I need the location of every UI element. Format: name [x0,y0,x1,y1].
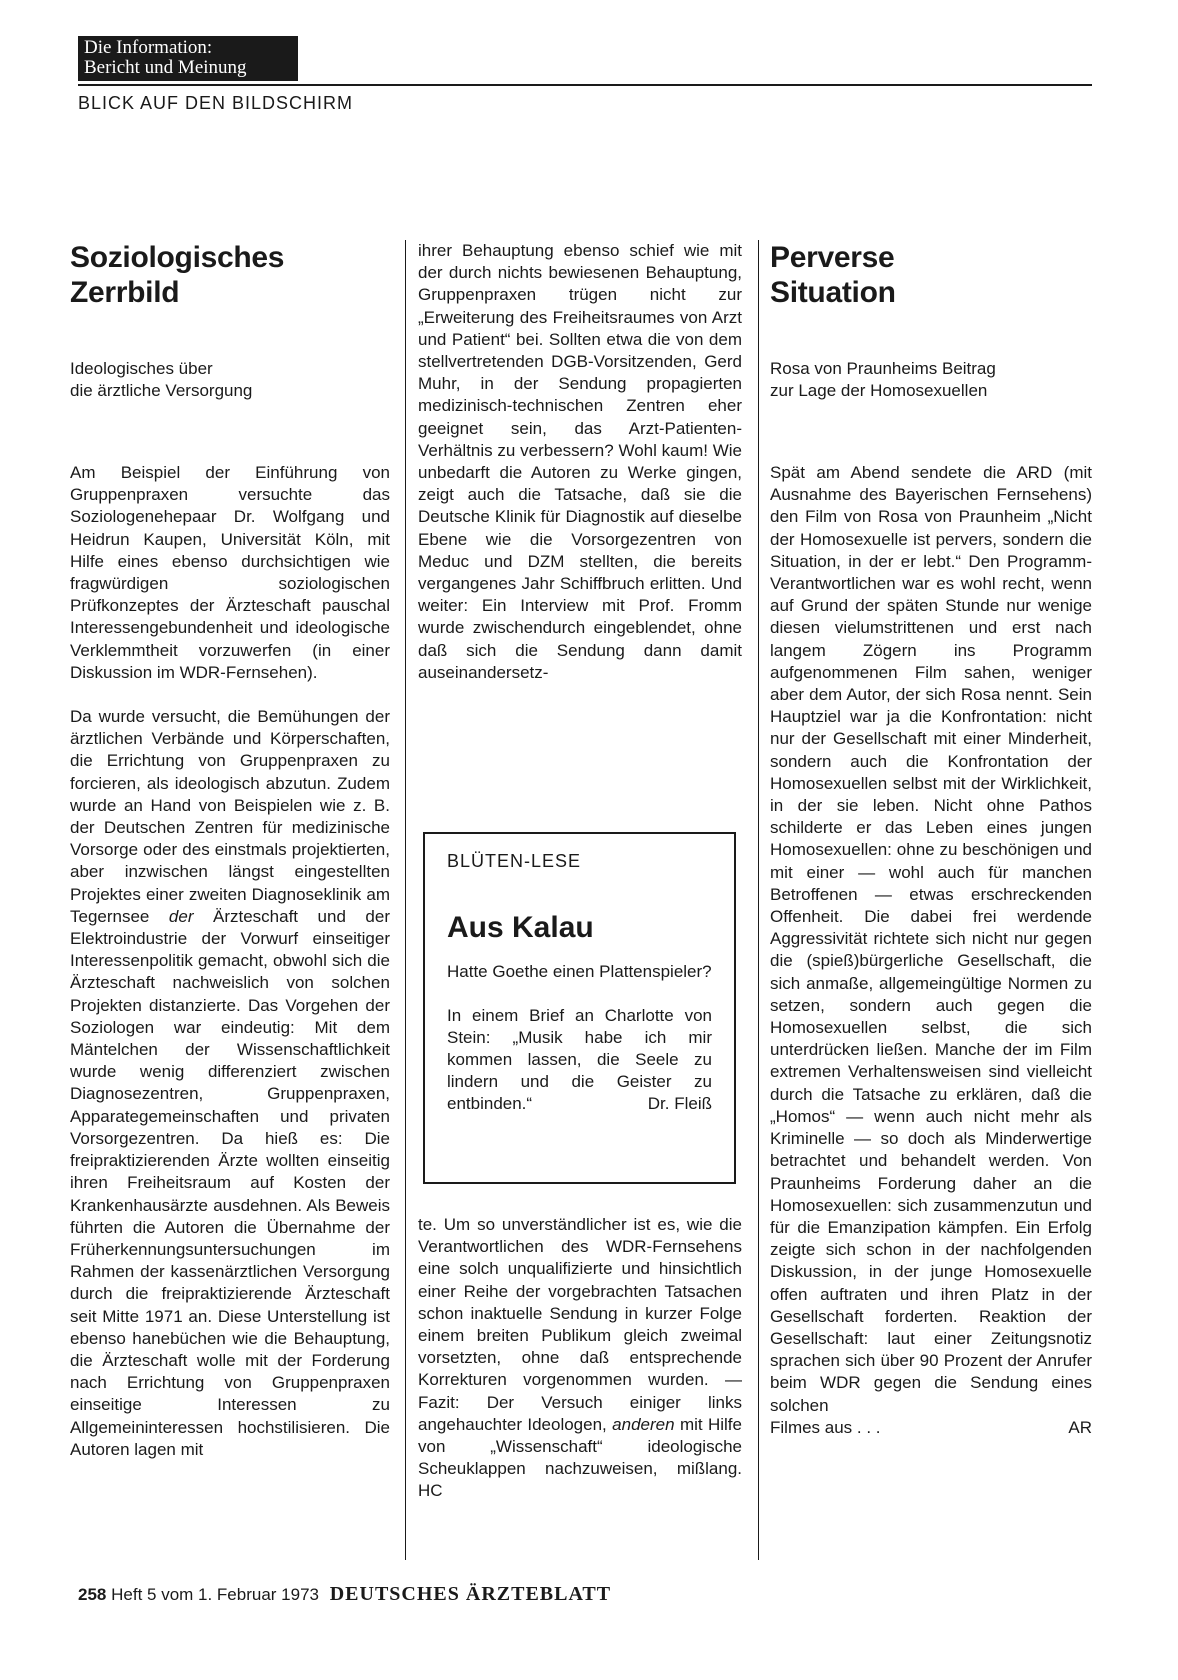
sidebar-box-bluetenlese [423,832,736,1184]
paragraph-conclusion [418,1214,742,1503]
paragraph-1: Am Beispiel der Einführung von Gruppenpraxen versuchte das Soziologenehepaar Dr. Wolfgang und Heidrun Kaupen, Universität Köln, mit Hilfe eines ebenso durchsichtigen wie fragwürdigen soziologischen Prüfkonzeptes der Ärzteschaft pauschal Interessengebundenheit und ideologische Verklemmtheit vorzuwerfen (in einer Diskussion im WDR-Fernsehen). [70,463,390,682]
title-line-2: Situation [770,276,896,309]
sidebar-quote [447,1005,712,1115]
paragraph-2 [70,706,390,1461]
conclusion-part-b: mit Hilfe von „Wissenschaft“ ideologische Scheuklappen nachzuweisen, mißlang. HC [418,1414,742,1501]
article-signoff [770,1417,1092,1439]
section-label: BLICK AUF DEN BILDSCHIRM [78,93,354,113]
paragraph-2-part-a: Da wurde versucht, die Bemühungen der ärztlichen Verbände und Körperschaften, die Errichtung von Gruppenpraxen zu forcieren, als ideologisch abzutun. Zudem wurde an Hand von Beispielen wie z. B. der Deutschen Zentren für medizinische Vorsorge oder des einstmals projektierten, aber inzwischen längst eingestellten Projektes einer zweiten Diagnoseklinik am Tegernsee [70,707,390,926]
title-line-1: Soziologisches [70,241,285,274]
article-title-soziologisches [70,240,390,310]
sidebar-question: Hatte Goethe einen Plattenspieler? [447,962,712,981]
subtitle-line-2: die ärztliche Versorgung [70,381,253,400]
paragraph-continuation: ihrer Behauptung ebenso schief wie mit der durch nichts bewiesenen Behauptung, Gruppenpraxen trügen nicht zur „Erweiterung des Freiheitsraumes von Arzt und Patient“ bei. Sollten etwa die von dem stellvertretenden DGB-Vorsitzenden, Gerd Muhr, in der Sendung propagierten medizinisch-technischen Zentren eher geeignet sein, das Arzt-Patienten-Verhältnis zu verbessern? Wohl kaum! Wie unbedarft die Autoren zu Werke gingen, zeigt auch die Tatsache, daß sie die Deutsche Klinik für Diagnostik auf dieselbe Ebene wie die Vorsorgezentren von Meduc und DZM stellten, die bereits vergangenes Jahr Schiffbruch erlitten. Und weiter: Ein Interview mit Prof. Fromm wurde zwischendurch eingeblendet, ohne daß sich die Sendung dann damit auseinandersetz- [418,241,742,682]
article-soziologisches-column-1 [70,240,390,1461]
column-divider-2 [758,240,759,1560]
article-soziologisches-column-2-bottom [418,1214,742,1503]
article-perverse-column [770,240,1092,1439]
title-line-2: Zerrbild [70,276,180,309]
sidebar-kicker: BLÜTEN-LESE [447,851,582,871]
article-title-perverse [770,240,1092,310]
column-divider-1 [405,240,406,1560]
subtitle-line-1: Ideologisches über [70,359,213,378]
subtitle-line-2: zur Lage der Homosexuellen [770,381,988,400]
sidebar-title: Aus Kalau [447,911,594,944]
page-footer [78,1583,611,1606]
paragraph-2-emphasis: der [168,906,194,926]
article-soziologisches-column-2 [418,240,742,684]
conclusion-emphasis: anderen [612,1414,675,1434]
rubric-line-2: Bericht und Meinung [84,57,247,78]
issue-info: Heft 5 vom 1. Februar 1973 [111,1585,319,1604]
title-line-1: Perverse [770,241,895,274]
rubric-line-1: Die Information: [84,37,213,58]
masthead: DEUTSCHES ÄRZTEBLATT [329,1583,612,1605]
header-rule [78,84,1092,86]
sidebar-quote-text: In einem Brief an Charlotte von Stein: „Musik habe ich mir kommen lassen, die Seele zu lindern und die Geister zu entbinden.“ [447,1006,712,1113]
conclusion-part-a: te. Um so unverständlicher ist es, wie die Verantwortlichen des WDR-Fernsehens eine solch unqualifizierte und hinsichtlich einer Reihe der vorgebrachten Tatsachen schon inaktuelle Sendung in kurzer Folge einem breiten Publikum gleich zweimal vorsetzten, ohne daß entsprechende Korrekturen vorgenommen wurden. — Fazit: Der Versuch einiger links angehauchter Ideologen, [418,1215,742,1434]
last-line: Filmes aus . . . [770,1417,881,1437]
sidebar-author: Dr. Fleiß [647,1094,712,1113]
article-subtitle-soziologisches [70,358,390,402]
author-initials: AR [1068,1417,1092,1437]
paragraph-2-part-b: Ärzteschaft und der Elektroindustrie der Vorwurf einseitiger Interessenpolitik gemacht, obwohl sich die Ärzteschaft nachweislich von solchen Projekten distanzierte. Das Vorgehen der Soziologen war eindeutig: Mit dem Mäntelchen der Wissenschaftlichkeit wurde wenig differenziert zwischen Diagnosezentren, Gruppenpraxen, Apparategemeinschaften und privaten Vorsorgezentren. Da hieß es: Die freipraktizierenden Ärzte wollten einseitig ihren Freiheitsraum auf Kosten der Krankenhausärzte ausdehnen. Als Beweis führten die Autoren die Übernahme der Früherkennungsuntersuchungen im Rahmen der kassenärztlichen Versorgung durch die freipraktizierende Ärzteschaft seit Mitte 1971 an. Diese Unterstellung ist ebenso hanebüchen wie die Behauptung, die Ärzteschaft wolle mit der Forderung nach Errichtung von Gruppenpraxen einseitige Interessen zu Allgemeininteressen hochstilisieren. Die Autoren lagen mit [70,906,390,1459]
article-body: Spät am Abend sendete die ARD (mit Ausnahme des Bayerischen Fernsehens) den Film von Rosa von Praunheim „Nicht der Homosexuelle ist pervers, sondern die Situation, in der er lebt.“ Den Programm-Verantwortlichen war es wohl recht, wenn auf Grund der späten Stunde nur wenige diesen vielumstrittenen und erst nach langem Zögern ins Programm aufgenommenen Film sahen, weniger aber dem Autor, der sich Rosa nennt. Sein Hauptziel war ja die Konfrontation: nicht nur der Gesellschaft mit einer Minderheit, sondern auch die Konfrontation der Homosexuellen selbst mit der Wirklichkeit, in der sie leben. Nicht ohne Pathos schilderte er das Leben eines jungen Homosexuellen: ohne zu beschönigen und mit einer — wohl auch für manchen Betroffenen — etwas erschreckenden Offenheit. Die dabei frei werdende Aggressivität richtete sich nicht nur gegen die (spieß)bürgerliche Gesellschaft, die sich anmaße, allgemeingültige Normen zu setzen, sondern auch gegen die Homosexuellen selbst, die sich unterdrücken ließen. Manche der im Film extremen Verhaltensweisen sind vielleicht durch die Tatsache zu erklären, daß die „Homos“ — wenn auch nicht mehr als Kriminelle — so doch als Minderwertige betrachtet und behandelt werden. Von Praunheims Forderung daher an die Homosexuellen: sich zusammenzutun und für die Emanzipation kämpfen. Ein Erfolg zeigte sich schon in der nachfolgenden Diskussion, in der junge Homosexuelle offen auftraten und ihren Platz in der Gesellschaft forderten. Reaktion der Gesellschaft: laut einer Zeitungsnotiz sprachen sich über 90 Prozent der Anrufer beim WDR gegen die Sendung eines solchen [770,463,1092,1415]
subtitle-line-1: Rosa von Praunheims Beitrag [770,359,996,378]
article-subtitle-perverse [770,358,1092,402]
page-number: 258 [78,1585,107,1604]
rubric-label [78,36,298,81]
